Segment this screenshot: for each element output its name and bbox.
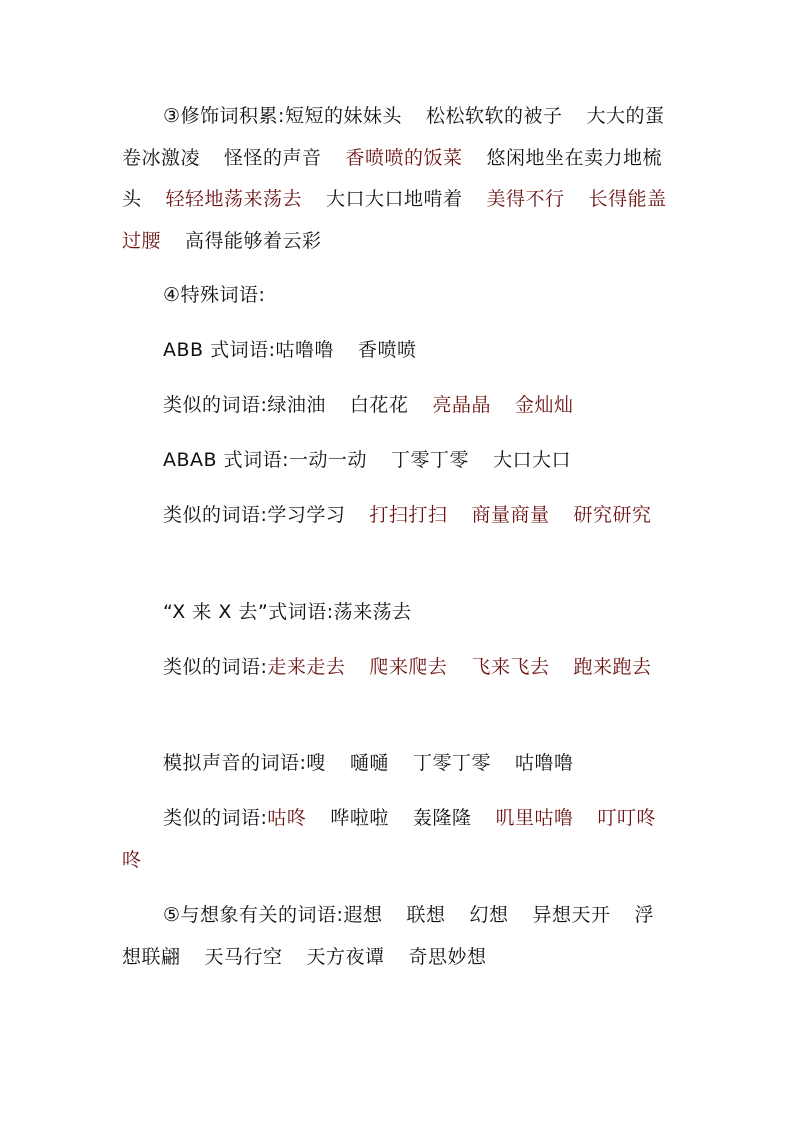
word: 短短的妹妹头 (284, 105, 402, 127)
imagination-words-paragraph (122, 895, 667, 978)
xlaixqu-similar-paragraph (122, 647, 667, 689)
word: 香喷喷 (358, 339, 417, 361)
section-label: 类似的词语: (163, 394, 268, 416)
word: 咕咚 (267, 807, 307, 829)
word: 商量商量 (471, 504, 550, 526)
word: 幻想 (469, 904, 509, 926)
word: 叮叮咚咚 (122, 807, 656, 871)
word: 嗖 (306, 752, 326, 774)
word: 跑来跑去 (573, 656, 652, 678)
special-words-heading (122, 275, 667, 317)
sound-similar-paragraph (122, 798, 667, 881)
word: 咕噜噜 (275, 339, 335, 361)
word: 咕噜噜 (514, 752, 574, 774)
section-label: ⑤与想象有关的词语: (163, 904, 344, 926)
word: 荡来荡去 (333, 601, 412, 623)
word: 一动一动 (289, 449, 368, 471)
word: 香喷喷的饭菜 (345, 146, 463, 169)
section-label: 类似的词语: (163, 807, 268, 829)
word: 打扫打扫 (369, 504, 448, 526)
word: 怪怪的声音 (224, 146, 322, 169)
abab-similar-paragraph (122, 495, 667, 537)
word: 丁零丁零 (412, 752, 491, 774)
word: 天方夜谭 (306, 945, 385, 968)
word: 大口大口 (493, 449, 572, 471)
word: 大口大口地啃着 (326, 188, 463, 210)
word: 飞来飞去 (471, 656, 550, 678)
section-label: ABB 式词语: (163, 339, 276, 361)
word: 高得能够着云彩 (185, 229, 322, 252)
section-label: 类似的词语: (163, 656, 268, 678)
section-label: ③修饰词积累: (163, 105, 285, 127)
word: 松松软软的被子 (425, 105, 563, 127)
modifier-words-paragraph (122, 96, 667, 262)
word: 爬来爬去 (369, 656, 448, 678)
section-label: ABAB 式词语: (163, 449, 290, 471)
word: 叽里咕噜 (495, 807, 574, 829)
section-label: “X 来 X 去”式词语: (163, 601, 334, 623)
word: 金灿灿 (514, 394, 574, 416)
word: 嗵嗵 (349, 752, 389, 774)
word: 联想 (406, 904, 446, 926)
word: 学习学习 (267, 504, 346, 526)
word: 异想天开 (532, 904, 611, 926)
word: 走来走去 (267, 656, 346, 678)
section-label: 模拟声音的词语: (163, 752, 307, 774)
word: 美得不行 (486, 188, 565, 210)
word: 丁零丁零 (391, 449, 470, 471)
word: 天马行空 (204, 945, 283, 968)
xlaixqu-words-paragraph (122, 592, 667, 634)
word: 奇思妙想 (408, 945, 487, 968)
word: 大大的蛋卷冰激凌 (122, 105, 665, 169)
section-label: 类似的词语: (163, 504, 268, 526)
section-label: ④特殊词语: (163, 284, 266, 306)
sound-words-paragraph (122, 743, 667, 785)
abb-words-paragraph (122, 330, 667, 372)
word: 悠闲地坐在卖力地梳头 (122, 146, 663, 210)
word: 哗啦啦 (330, 807, 389, 829)
word: 遐想 (343, 904, 383, 926)
word: 绿油油 (267, 394, 326, 416)
word: 长得能盖过腰 (122, 188, 667, 252)
abab-words-paragraph (122, 440, 667, 482)
word: 轻轻地荡来荡去 (165, 188, 303, 210)
word: 亮晶晶 (432, 394, 491, 416)
word: 研究研究 (573, 504, 652, 526)
word: 轰隆隆 (412, 807, 472, 829)
word: 白花花 (349, 394, 409, 416)
abb-similar-paragraph (122, 385, 667, 427)
word: 浮想联翩 (122, 904, 655, 968)
